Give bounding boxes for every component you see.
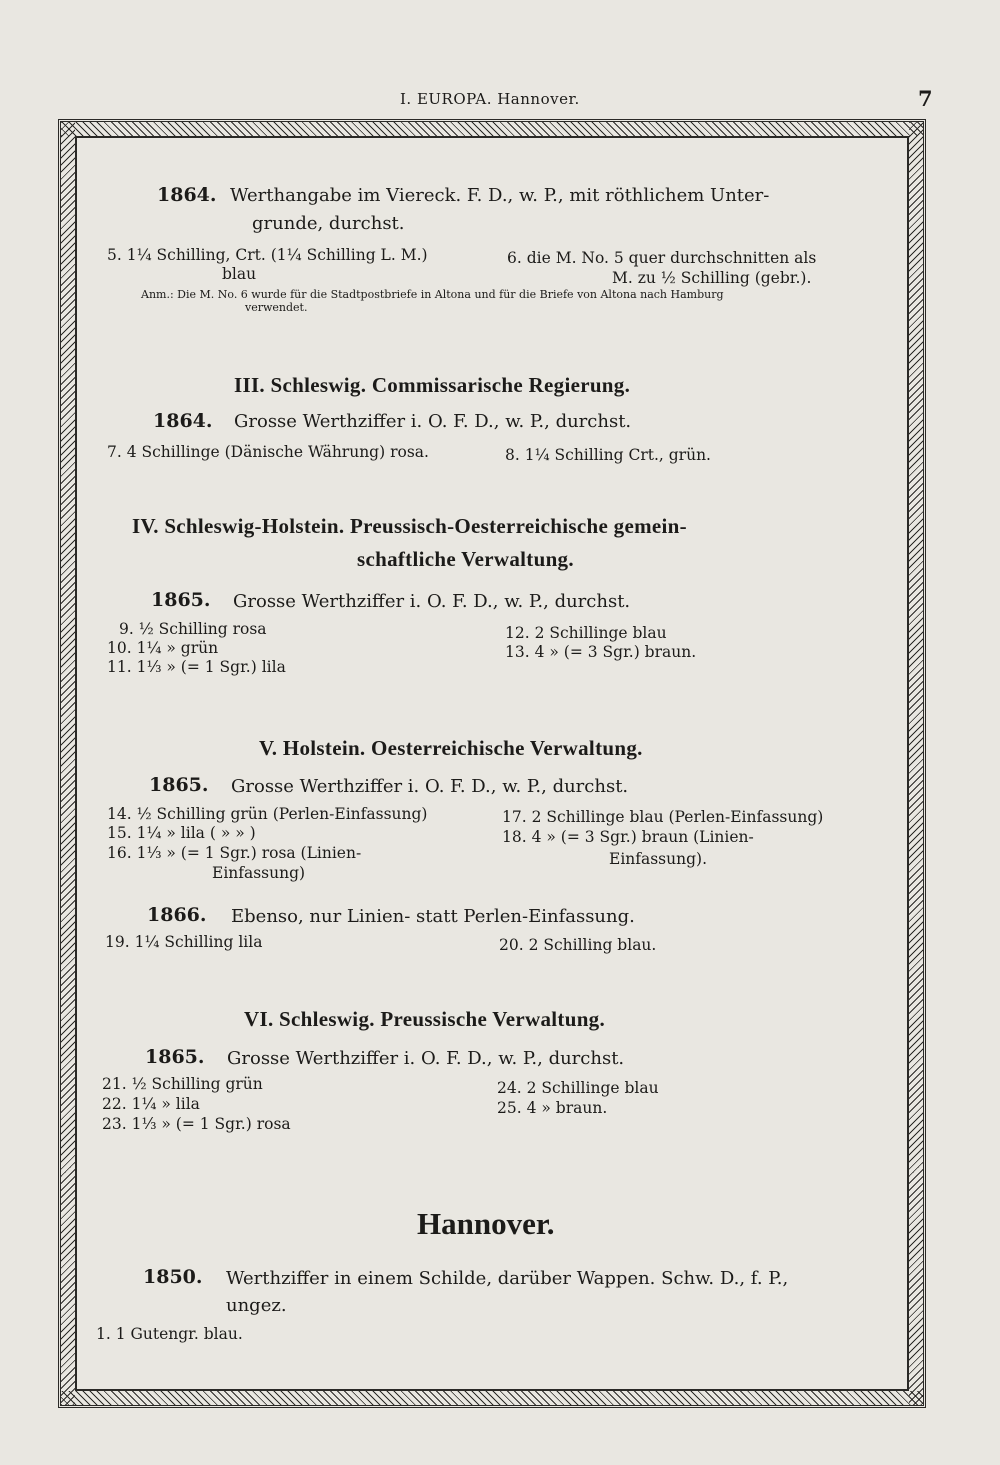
item-11: 11. 1⅓ » (= 1 Sgr.) lila	[107, 658, 286, 676]
desc-1864a-line2: grunde, durchst.	[252, 213, 405, 234]
item-25: 25. 4 » braun.	[497, 1099, 608, 1117]
item-23: 23. 1⅓ » (= 1 Sgr.) rosa	[102, 1115, 291, 1133]
item-24: 24. 2 Schillinge blau	[497, 1079, 659, 1097]
item-19: 19. 1¼ Schilling lila	[105, 933, 263, 951]
footnote-line1: Anm.: Die M. No. 6 wurde für die Stadtpostbriefe in Altona und für die Briefe von Altona nach Hamburg	[141, 288, 724, 301]
page-header	[0, 86, 1000, 114]
content-area	[75, 136, 909, 1391]
ornamental-frame	[58, 119, 926, 1408]
item-14: 14. ½ Schilling grün (Perlen-Einfassung)	[107, 805, 428, 823]
item-5-color: blau	[222, 265, 257, 283]
item-22: 22. 1¼ » lila	[102, 1095, 200, 1113]
desc-1865a: Grosse Werthziffer i. O. F. D., w. P., durchst.	[233, 591, 631, 612]
heading-v-holstein: V. Holstein. Oesterreichische Verwaltung.	[259, 736, 643, 760]
year-1865a: 1865.	[151, 589, 211, 611]
item-13: 13. 4 » (= 3 Sgr.) braun.	[505, 643, 697, 661]
item-18: 18. 4 » (= 3 Sgr.) braun (Linien-	[502, 828, 754, 846]
year-1865b: 1865.	[149, 774, 209, 796]
item-9: 9. ½ Schilling rosa	[119, 620, 267, 638]
item-16-line2: Einfassung)	[212, 864, 306, 882]
heading-iii-schleswig: III. Schleswig. Commissarische Regierung.	[234, 373, 631, 397]
item-18-line2: Einfassung).	[609, 850, 708, 868]
item-7: 7. 4 Schillinge (Dänische Währung) rosa.	[107, 443, 429, 461]
item-17: 17. 2 Schillinge blau (Perlen-Einfassung)	[502, 808, 824, 826]
heading-vi-schleswig: VI. Schleswig. Preussische Verwaltung.	[244, 1007, 606, 1031]
year-1865c: 1865.	[145, 1046, 205, 1068]
item-12: 12. 2 Schillinge blau	[505, 624, 667, 642]
item-21: 21. ½ Schilling grün	[102, 1075, 263, 1093]
item-6: 6. die M. No. 5 quer durchschnitten als	[507, 249, 817, 267]
item-1: 1. 1 Gutengr. blau.	[96, 1325, 243, 1343]
item-6-line2: M. zu ½ Schilling (gebr.).	[612, 269, 812, 287]
year-1864b: 1864.	[153, 410, 213, 432]
running-head: I. EUROPA. Hannover.	[400, 90, 580, 108]
item-5: 5. 1¼ Schilling, Crt. (1¼ Schilling L. M.)	[107, 246, 428, 264]
item-16: 16. 1⅓ » (= 1 Sgr.) rosa (Linien-	[107, 844, 362, 862]
item-8: 8. 1¼ Schilling Crt., grün.	[505, 446, 711, 464]
page-number: 7	[918, 86, 933, 111]
desc-1864a-line1: Werthangabe im Viereck. F. D., w. P., mit röthlichem Unter-	[230, 185, 770, 206]
heading-iv-line1: IV. Schleswig-Holstein. Preussisch-Oesterreichische gemein-	[132, 514, 687, 538]
item-20: 20. 2 Schilling blau.	[499, 936, 657, 954]
footnote-line2: verwendet.	[245, 301, 308, 314]
heading-iv-line2: schaftliche Verwaltung.	[357, 547, 574, 571]
desc-1850-line1: Werthziffer in einem Schilde, darüber Wappen. Schw. D., f. P.,	[226, 1268, 789, 1289]
desc-1866: Ebenso, nur Linien- statt Perlen-Einfassung.	[231, 906, 635, 927]
desc-1865b: Grosse Werthziffer i. O. F. D., w. P., durchst.	[231, 776, 629, 797]
item-10: 10. 1¼ » grün	[107, 639, 219, 657]
year-1864a: 1864.	[157, 184, 217, 206]
desc-1865c: Grosse Werthziffer i. O. F. D., w. P., durchst.	[227, 1048, 625, 1069]
desc-1850-line2: ungez.	[226, 1295, 287, 1316]
item-15: 15. 1¼ » lila ( » » )	[107, 824, 256, 842]
heading-hannover: Hannover.	[417, 1206, 555, 1241]
year-1866: 1866.	[147, 904, 207, 926]
year-1850: 1850.	[143, 1266, 203, 1288]
desc-1864b: Grosse Werthziffer i. O. F. D., w. P., durchst.	[234, 411, 632, 432]
